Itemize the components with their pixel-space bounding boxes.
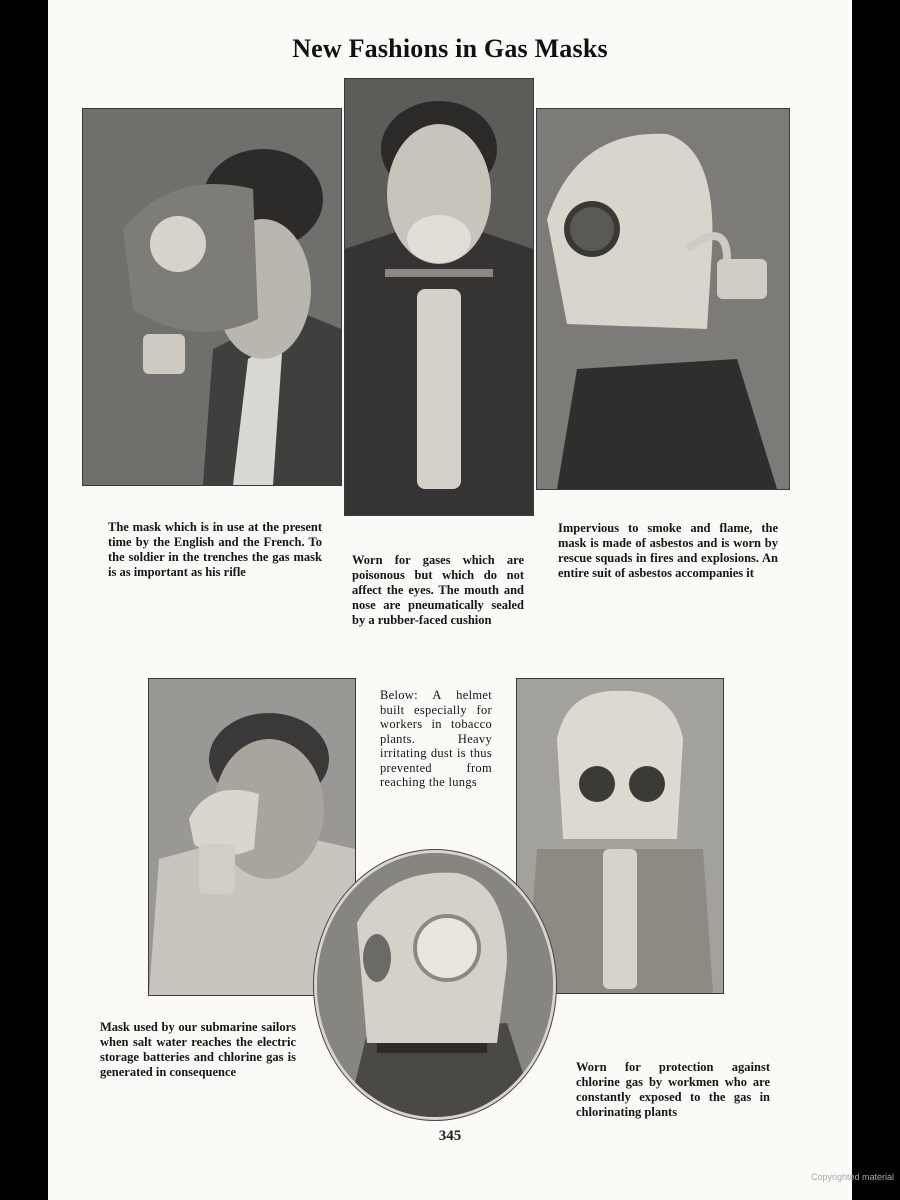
caption-english-french-mask: The mask which is in use at the present time by the English and the French. To the soldier in the trenches the gas mask is as important as his rifle [108,520,322,579]
caption-tobacco-helmet: Below: A helmet built especially for workers in tobacco plants. Heavy irritating dust is thus prevented from reaching the lungs [380,688,492,789]
photo-asbestos-helmet [536,108,790,490]
article-title: New Fashions in Gas Masks [292,34,608,63]
photo-english-french-mask [82,108,342,486]
caption-chlorine-mask: Worn for protection against chlorine gas by workmen who are constantly exposed to the gas in chlorinating plants [576,1060,770,1119]
page-number: 345 [438,1128,462,1144]
magazine-page [48,0,852,1200]
caption-submarine-mask: Mask used by our submarine sailors when salt water reaches the electric storage batteries and chlorine gas is generated in consequence [100,1020,296,1079]
caption-pneumatic-mask: Worn for gases which are poisonous but which do not affect the eyes. The mouth and nose are pneumatically sealed by a rubber-faced cushion [352,553,524,627]
photo-pneumatic-mask [344,78,534,516]
copyright-watermark: Copyrighted material [810,1172,894,1182]
photo-tobacco-helmet [314,850,556,1120]
caption-asbestos-helmet: Impervious to smoke and flame, the mask is made of asbestos and is worn by rescue squads in fires and explosions. An entire suit of asbestos accompanies it [558,521,778,580]
